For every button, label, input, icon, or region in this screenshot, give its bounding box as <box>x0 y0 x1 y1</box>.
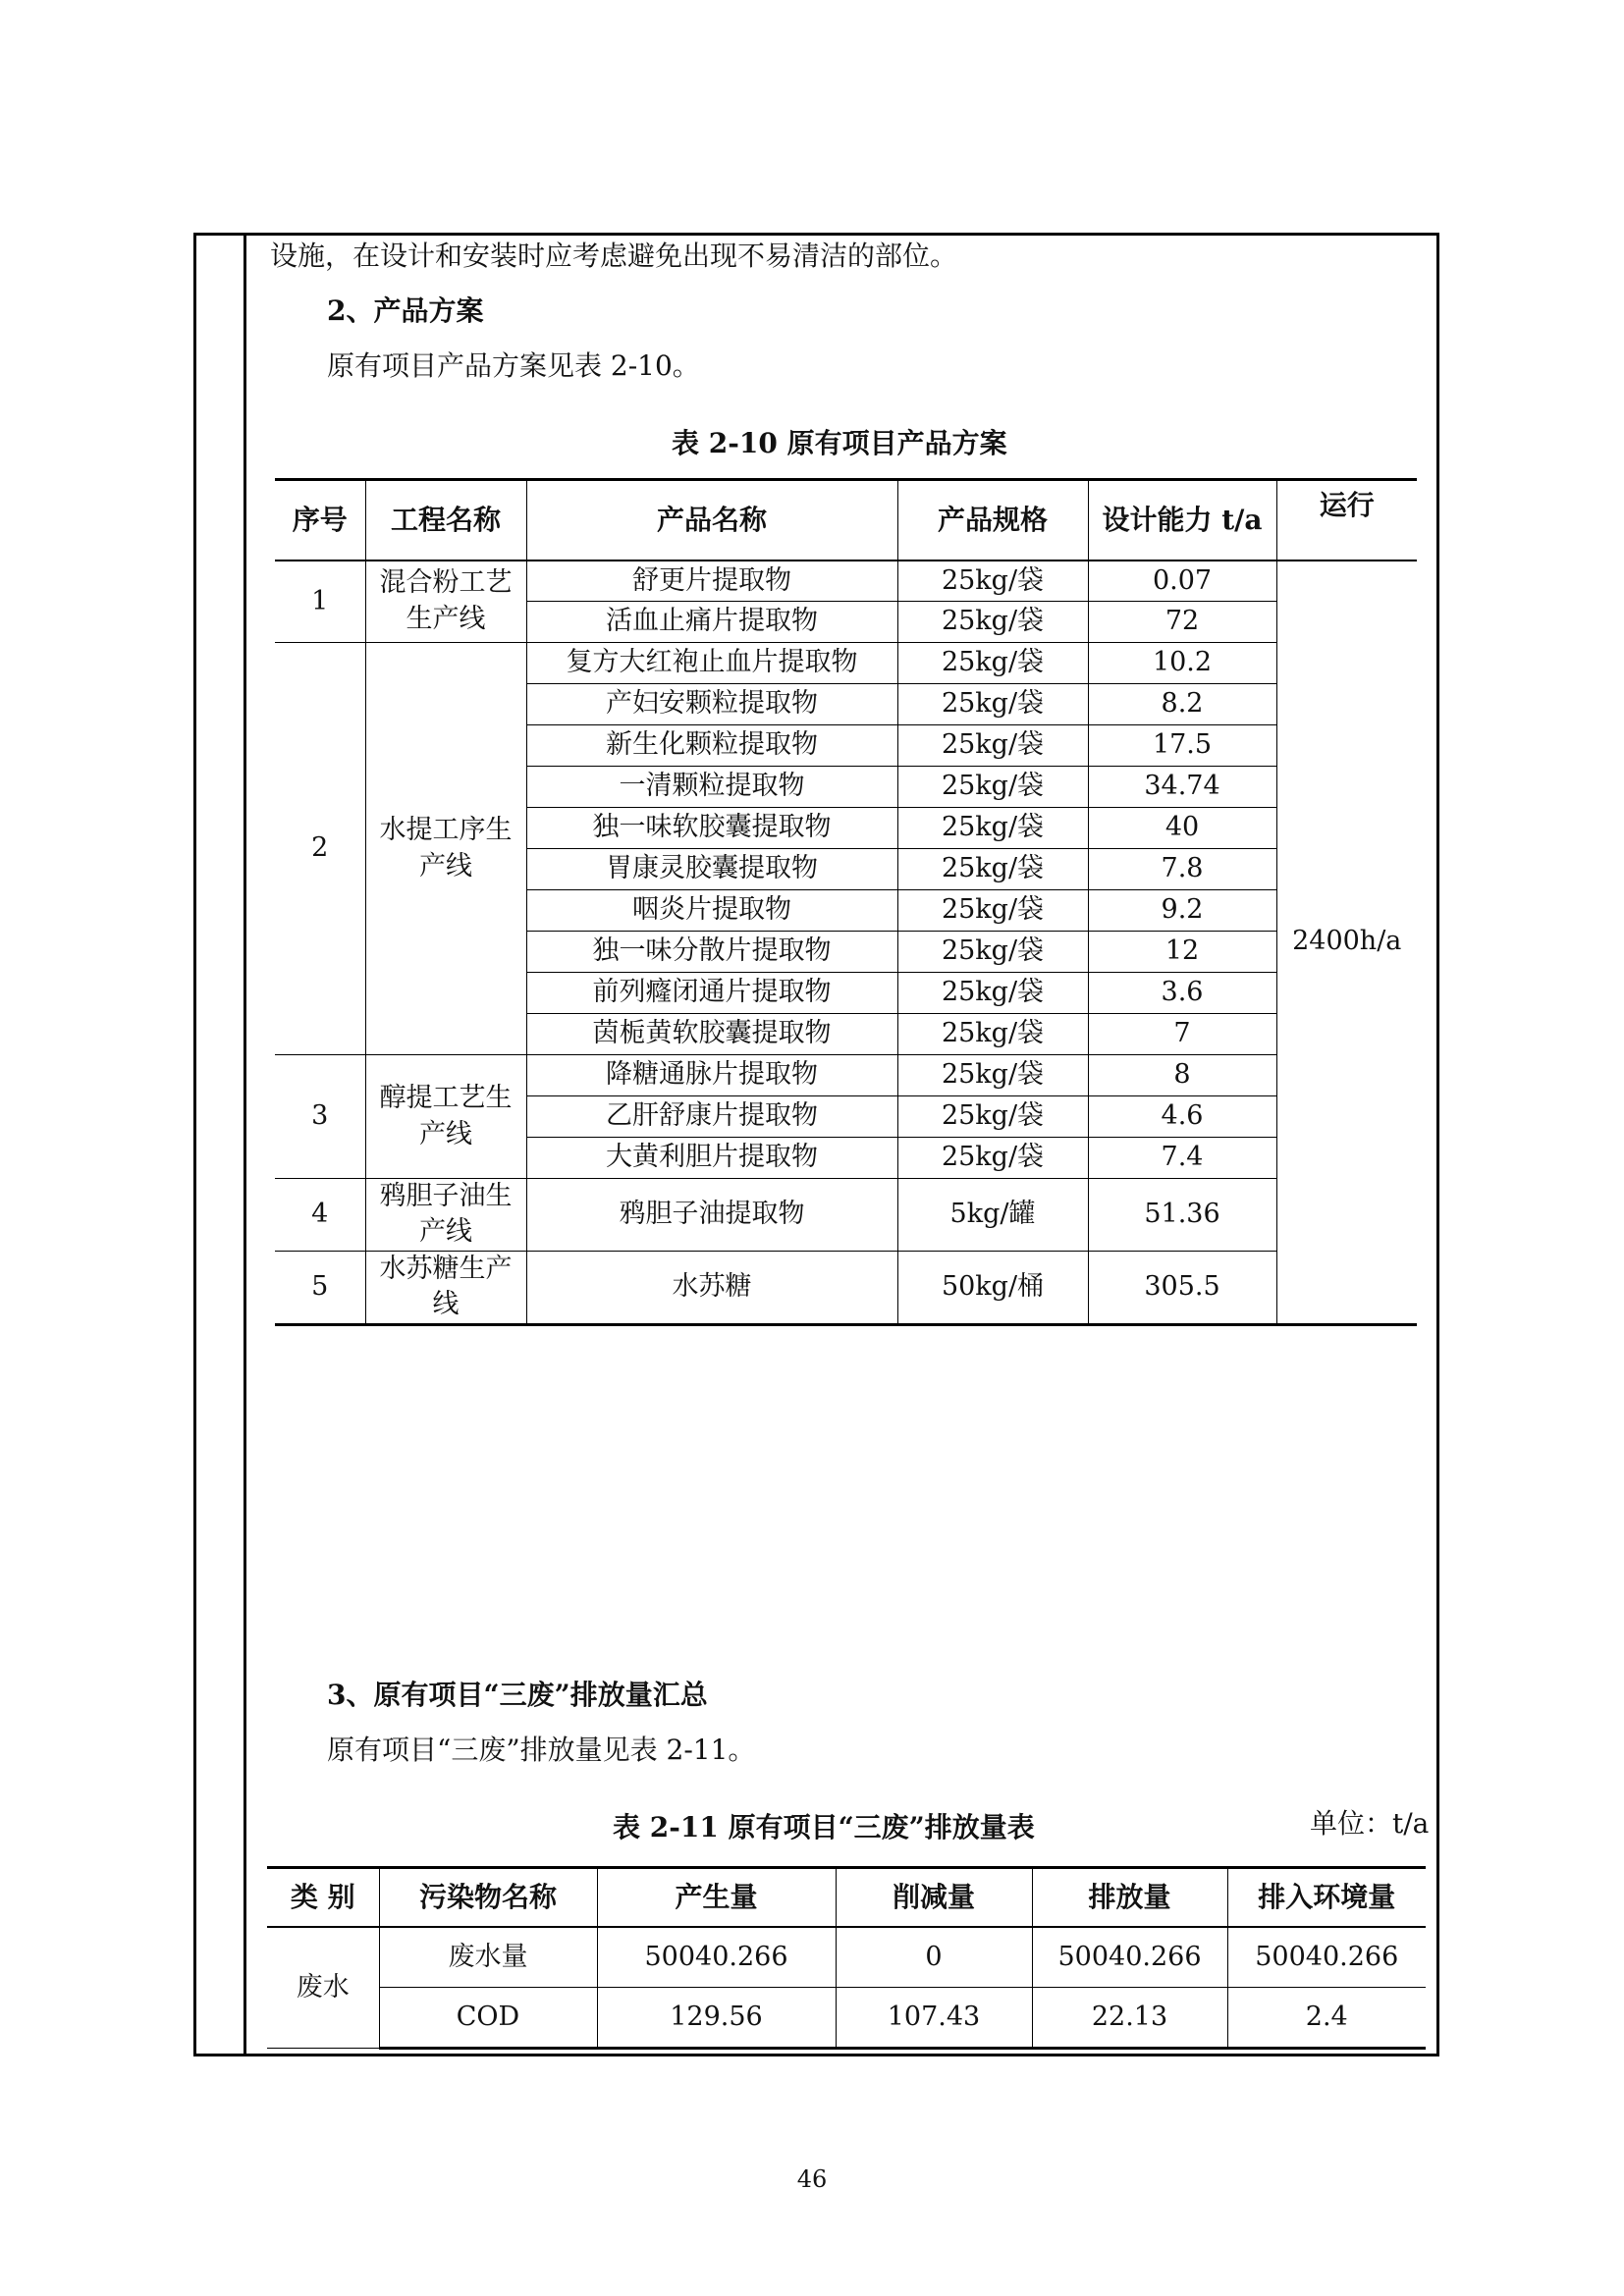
product-name: 咽炎片提取物 <box>526 890 897 932</box>
emitted-amount: 50040.266 <box>1032 1927 1227 1988</box>
table-row <box>267 1927 1426 1988</box>
table-row <box>275 1055 1417 1096</box>
generated-amount: 50040.266 <box>597 1927 836 1988</box>
table10-header: 运行 <box>1276 480 1417 561</box>
design-capacity: 3.6 <box>1088 973 1276 1014</box>
product-name: 独一味软胶囊提取物 <box>526 808 897 849</box>
product-name: 前列癃闭通片提取物 <box>526 973 897 1014</box>
table11-header: 污染物名称 <box>379 1868 597 1927</box>
environment-amount: 2.4 <box>1227 1988 1426 2049</box>
production-line: 水提工序生产线 <box>365 643 526 1055</box>
product-spec: 25kg/袋 <box>897 684 1088 725</box>
product-name: 鸦胆子油提取物 <box>526 1179 897 1252</box>
table11-header: 排入环境量 <box>1227 1868 1426 1927</box>
table10-header: 产品名称 <box>526 480 897 561</box>
product-spec: 25kg/袋 <box>897 932 1088 973</box>
product-name: 新生化颗粒提取物 <box>526 725 897 767</box>
production-line: 醇提工艺生产线 <box>365 1055 526 1179</box>
table11-header: 削减量 <box>836 1868 1032 1927</box>
group-number: 4 <box>275 1179 365 1252</box>
section3-text: 原有项目“三废”排放量见表 2-11。 <box>327 1734 756 1766</box>
environment-amount: 50040.266 <box>1227 1927 1426 1988</box>
group-number: 5 <box>275 1251 365 1324</box>
emission-table <box>267 1866 1426 2050</box>
design-capacity: 34.74 <box>1088 767 1276 808</box>
reduced-amount: 0 <box>836 1927 1032 1988</box>
product-spec: 25kg/袋 <box>897 725 1088 767</box>
design-capacity: 7 <box>1088 1014 1276 1055</box>
product-name: 产妇安颗粒提取物 <box>526 684 897 725</box>
product-spec: 25kg/袋 <box>897 849 1088 890</box>
pollutant-name: COD <box>379 1988 597 2049</box>
design-capacity: 7.4 <box>1088 1138 1276 1179</box>
product-name: 大黄利胆片提取物 <box>526 1138 897 1179</box>
table10-header: 序号 <box>275 480 365 561</box>
frame-divider <box>244 233 246 2056</box>
table10-header: 工程名称 <box>365 480 526 561</box>
generated-amount: 129.56 <box>597 1988 836 2049</box>
design-capacity: 7.8 <box>1088 849 1276 890</box>
section2-text: 原有项目产品方案见表 2-10。 <box>327 349 700 382</box>
product-name: 水苏糖 <box>526 1251 897 1324</box>
group-number: 1 <box>275 561 365 643</box>
product-spec: 5kg/罐 <box>897 1179 1088 1252</box>
product-name: 乙肝舒康片提取物 <box>526 1096 897 1138</box>
design-capacity: 51.36 <box>1088 1179 1276 1252</box>
product-name: 活血止痛片提取物 <box>526 602 897 643</box>
table11-header: 类 别 <box>267 1868 379 1927</box>
product-name: 复方大红袍止血片提取物 <box>526 643 897 684</box>
reduced-amount: 107.43 <box>836 1988 1032 2049</box>
design-capacity: 8 <box>1088 1055 1276 1096</box>
table10-header: 设计能力 t/a <box>1088 480 1276 561</box>
design-capacity: 9.2 <box>1088 890 1276 932</box>
production-line: 水苏糖生产线 <box>365 1251 526 1324</box>
product-name: 舒更片提取物 <box>526 561 897 602</box>
product-spec: 25kg/袋 <box>897 1014 1088 1055</box>
table-row <box>275 1251 1417 1324</box>
product-spec: 25kg/袋 <box>897 890 1088 932</box>
table-row <box>275 643 1417 684</box>
design-capacity: 8.2 <box>1088 684 1276 725</box>
table-row <box>275 1179 1417 1252</box>
design-capacity: 305.5 <box>1088 1251 1276 1324</box>
product-name: 一清颗粒提取物 <box>526 767 897 808</box>
product-name: 茵栀黄软胶囊提取物 <box>526 1014 897 1055</box>
product-name: 胃康灵胶囊提取物 <box>526 849 897 890</box>
section3-heading: 3、原有项目“三废”排放量汇总 <box>327 1679 708 1711</box>
section2-heading: 2、产品方案 <box>327 294 484 327</box>
product-name: 独一味分散片提取物 <box>526 932 897 973</box>
table10-header: 产品规格 <box>897 480 1088 561</box>
design-capacity: 10.2 <box>1088 643 1276 684</box>
production-line: 混合粉工艺生产线 <box>365 561 526 643</box>
table11-caption: 表 2-11 原有项目“三废”排放量表 <box>613 1811 1035 1843</box>
emitted-amount: 22.13 <box>1032 1988 1227 2049</box>
design-capacity: 17.5 <box>1088 725 1276 767</box>
product-name: 降糖通脉片提取物 <box>526 1055 897 1096</box>
run-time: 2400h/a <box>1276 561 1417 1325</box>
product-spec: 25kg/袋 <box>897 1138 1088 1179</box>
product-spec: 25kg/袋 <box>897 808 1088 849</box>
pollutant-name: 废水量 <box>379 1927 597 1988</box>
group-number: 3 <box>275 1055 365 1179</box>
design-capacity: 4.6 <box>1088 1096 1276 1138</box>
product-spec: 25kg/袋 <box>897 767 1088 808</box>
design-capacity: 0.07 <box>1088 561 1276 602</box>
product-spec: 25kg/袋 <box>897 1055 1088 1096</box>
table10-caption: 表 2-10 原有项目产品方案 <box>672 427 1007 459</box>
design-capacity: 12 <box>1088 932 1276 973</box>
group-number: 2 <box>275 643 365 1055</box>
table11-header: 排放量 <box>1032 1868 1227 1927</box>
product-spec: 25kg/袋 <box>897 561 1088 602</box>
page-number: 46 <box>796 2165 828 2193</box>
table-row <box>275 561 1417 602</box>
product-spec: 25kg/袋 <box>897 602 1088 643</box>
product-spec: 25kg/袋 <box>897 973 1088 1014</box>
table11-header: 产生量 <box>597 1868 836 1927</box>
product-table <box>275 478 1417 1326</box>
table-row <box>267 1988 1426 2049</box>
product-spec: 25kg/袋 <box>897 643 1088 684</box>
intro-line: 设施，在设计和安装时应考虑避免出现不易清洁的部位。 <box>270 240 958 272</box>
table11-unit: 单位：t/a <box>1310 1807 1430 1840</box>
design-capacity: 40 <box>1088 808 1276 849</box>
product-spec: 50kg/桶 <box>897 1251 1088 1324</box>
pollutant-category: 废水 <box>267 1927 379 2049</box>
product-spec: 25kg/袋 <box>897 1096 1088 1138</box>
design-capacity: 72 <box>1088 602 1276 643</box>
production-line: 鸦胆子油生产线 <box>365 1179 526 1252</box>
